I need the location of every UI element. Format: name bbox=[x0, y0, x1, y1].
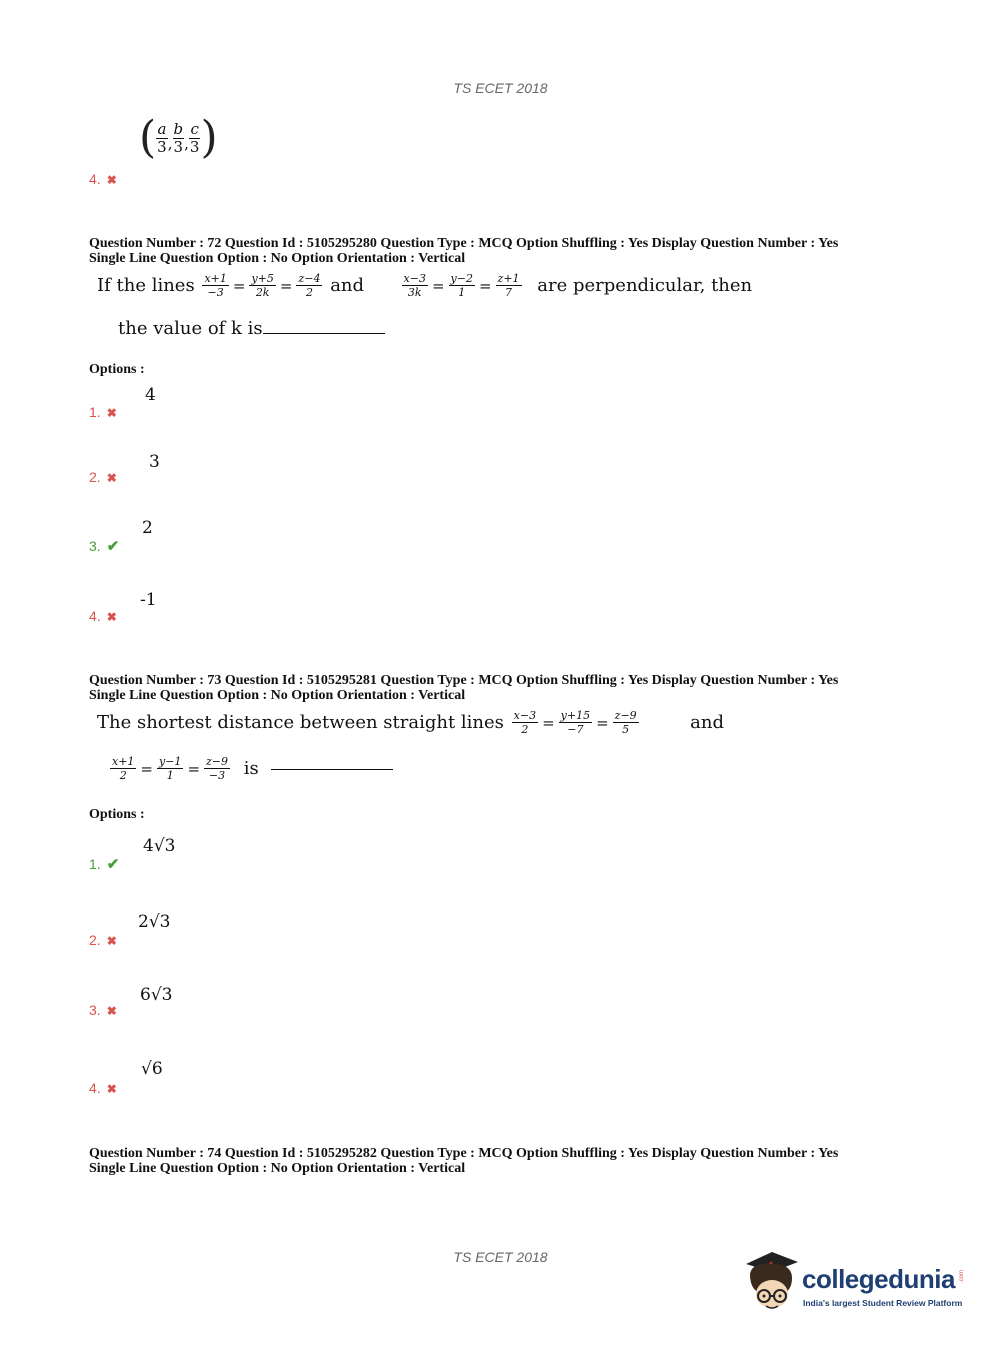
logo-name: collegedunia bbox=[802, 1264, 955, 1294]
fraction: $\frac{x+1}{-3}$ bbox=[204, 272, 227, 299]
option-number: 4. ✖ bbox=[89, 608, 117, 624]
question-text-cont: the value of k is bbox=[118, 318, 385, 339]
check-icon: ✔ bbox=[106, 537, 120, 555]
question-text: The shortest distance between straight lines $\frac{x-3}{2}$ = $\frac{y+15}{-7}$ = $\frac{z-9}{5}$ and bbox=[97, 709, 725, 736]
option-value: 2 bbox=[142, 518, 153, 538]
option-value: 2√3 bbox=[138, 912, 171, 932]
fraction: $\frac{y+15}{-7}$ bbox=[560, 709, 591, 736]
fraction: $\frac{z-4}{2}$ bbox=[298, 272, 321, 299]
option-value: 6√3 bbox=[140, 985, 173, 1005]
fraction: $\frac{b}{3}$ bbox=[173, 119, 184, 156]
option-number: 3. ✖ bbox=[89, 1002, 117, 1018]
fraction: $\frac{x-3}{2}$ bbox=[513, 709, 537, 736]
question-text: If the lines $\frac{x+1}{-3}$ = $\frac{y+5}{2k}$ = $\frac{z-4}{2}$ and $\frac{x-3}{3k}$ = $\frac{y-2}{1}$ = $\frac{z+1}{7}$ are perpendicular, then bbox=[97, 272, 753, 299]
option-value: -1 bbox=[140, 590, 157, 610]
answer-blank bbox=[271, 768, 393, 770]
wrong-icon: ✖ bbox=[106, 934, 117, 948]
collegedunia-logo bbox=[742, 1250, 972, 1320]
wrong-icon: ✖ bbox=[106, 1004, 117, 1018]
option-number: 1. ✖ bbox=[89, 404, 117, 420]
left-paren: ( bbox=[139, 112, 157, 163]
prev-option-value: ( $\frac{a}{3}$ , $\frac{b}{3}$ , $\frac{c}{3}$ ) bbox=[139, 112, 218, 163]
option-value: √6 bbox=[141, 1059, 163, 1079]
page-header: TS ECET 2018 bbox=[453, 80, 548, 96]
wrong-icon: ✖ bbox=[106, 471, 117, 485]
fraction: $\frac{y+5}{2k}$ bbox=[251, 272, 274, 299]
answer-blank bbox=[263, 332, 385, 334]
options-label: Options : bbox=[89, 807, 145, 822]
wrong-icon: ✖ bbox=[106, 173, 117, 187]
logo-tagline: India's largest Student Review Platform bbox=[803, 1298, 963, 1308]
check-icon: ✔ bbox=[106, 855, 120, 873]
option-number: 4. ✖ bbox=[89, 1080, 117, 1096]
fraction: $\frac{z-9}{-3}$ bbox=[206, 755, 229, 782]
fraction: $\frac{a}{3}$ bbox=[157, 119, 167, 156]
right-paren: ) bbox=[200, 112, 218, 163]
option-number: 2. ✖ bbox=[89, 932, 117, 948]
fraction: $\frac{z-9}{5}$ bbox=[614, 709, 637, 736]
fraction: $\frac{y-1}{1}$ bbox=[159, 755, 182, 782]
fraction: $\frac{c}{3}$ bbox=[189, 119, 200, 156]
wrong-icon: ✖ bbox=[106, 610, 117, 624]
fraction: $\frac{x+1}{2}$ bbox=[112, 755, 135, 782]
option-value: 4 bbox=[145, 385, 156, 405]
logo-suffix: .com bbox=[959, 1270, 965, 1284]
question-meta: Question Number : 73 Question Id : 5105295281 Question Type : MCQ Option Shuffling : Yes Display Question Number : Yes Single Line Question Option : No Option Orientation : Vertical bbox=[89, 673, 839, 703]
page-footer: TS ECET 2018 bbox=[453, 1249, 548, 1265]
wrong-icon: ✖ bbox=[106, 406, 117, 420]
question-text-cont: $\frac{x+1}{2}$ = $\frac{y-1}{1}$ = $\frac{z-9}{-3}$ is bbox=[108, 755, 393, 782]
question-meta: Question Number : 72 Question Id : 5105295280 Question Type : MCQ Option Shuffling : Yes Display Question Number : Yes Single Line Question Option : No Option Orientation : Vertical bbox=[89, 236, 839, 266]
fraction: $\frac{x-3}{3k}$ bbox=[403, 272, 426, 299]
options-label: Options : bbox=[89, 362, 145, 377]
option-value: 4√3 bbox=[143, 836, 176, 856]
mascot-icon bbox=[742, 1250, 802, 1318]
fraction: $\frac{y-2}{1}$ bbox=[450, 272, 473, 299]
prev-option-number: 4. ✖ bbox=[89, 171, 117, 187]
question-meta: Question Number : 74 Question Id : 5105295282 Question Type : MCQ Option Shuffling : Yes Display Question Number : Yes Single Line Question Option : No Option Orientation : Vertical bbox=[89, 1146, 839, 1176]
option-number: 1. ✔ bbox=[89, 855, 120, 873]
option-value: 3 bbox=[149, 452, 160, 472]
fraction: $\frac{z+1}{7}$ bbox=[497, 272, 520, 299]
option-number: 2. ✖ bbox=[89, 469, 117, 485]
option-number: 3. ✔ bbox=[89, 537, 120, 555]
wrong-icon: ✖ bbox=[106, 1082, 117, 1096]
